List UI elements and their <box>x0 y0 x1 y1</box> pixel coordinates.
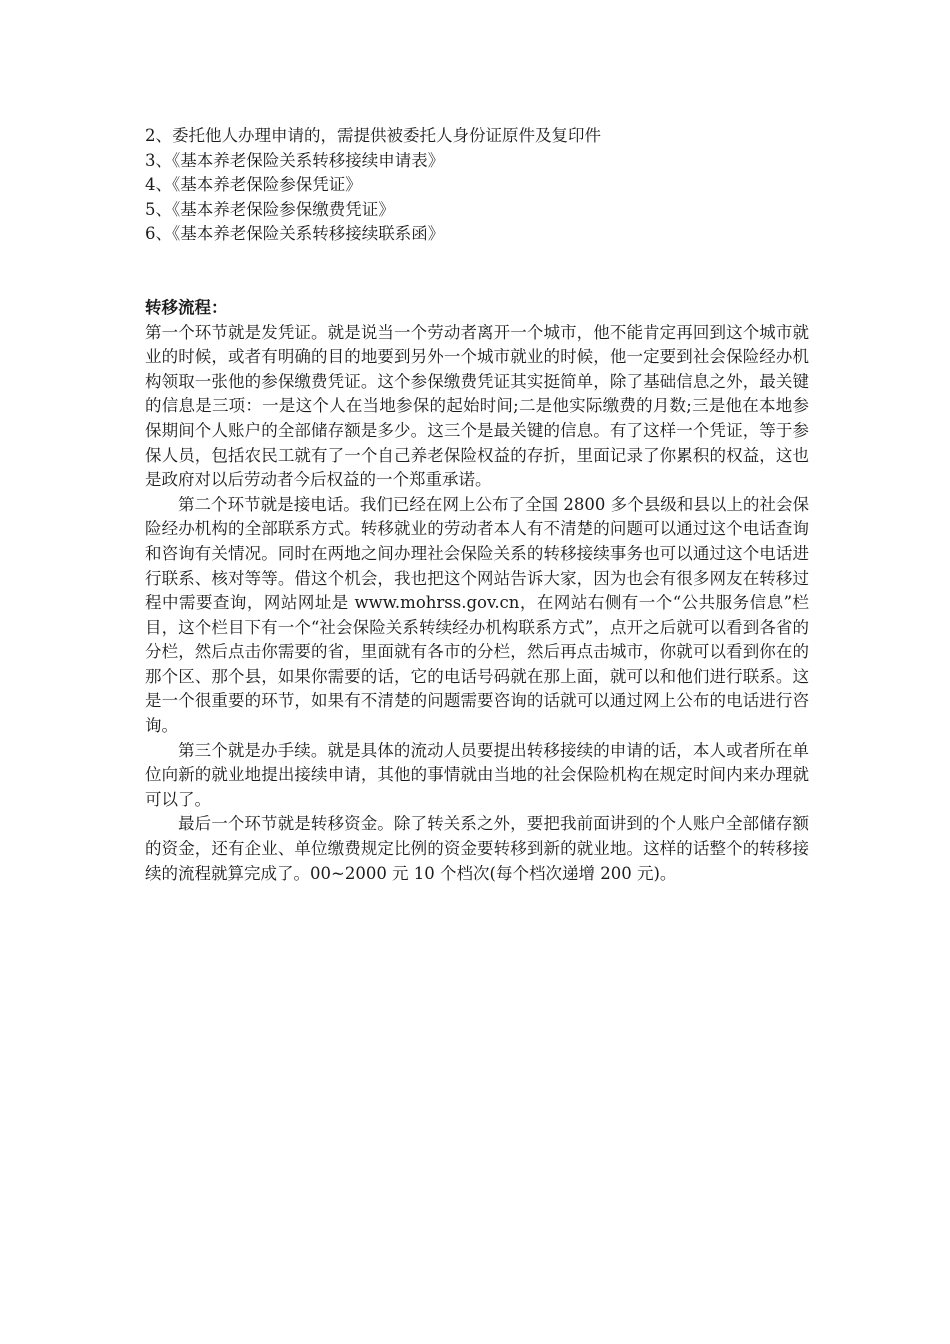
materials-list-item: 4、《基本养老保险参保凭证》 <box>145 175 362 195</box>
blank-space <box>145 247 809 296</box>
paragraph-fund-transfer: 最后一个环节就是转移资金。除了转关系之外，要把我前面讲到的个人账户全部储存额的资金，还有企业、单位缴费规定比例的资金要转移到新的就业地。这样的话整个的转移接续的流程就算完成了。00~2000 元 10 个档次(每个档次递增 200 元)。 <box>145 814 809 883</box>
section-heading: 转移流程： <box>145 297 228 317</box>
paragraph-issue-certificate: 第一个环节就是发凭证。就是说当一个劳动者离开一个城市，他不能肯定再回到这个城市就业的时候，或者有明确的目的地要到另外一个城市就业的时候，他一定要到社会保险经办机构领取一张他的参保缴费凭证。这个参保缴费凭证其实挺简单，除了基础信息之外，最关键的信息是三项：一是这个人在当地参保的起始时间;二是他实际缴费的月数;三是他在本地参保期间个人账户的全部储存额是多少。这三个是最关键的信息。有了这样一个凭证，等于参保人员，包括农民工就有了一个自己养老保险权益的存折，里面记录了你累积的权益，这也是政府对以后劳动者今后权益的一个郑重承诺。 <box>145 322 809 490</box>
paragraph-procedures: 第三个就是办手续。就是具体的流动人员要提出转移接续的申请的话，本人或者所在单位向新的就业地提出接续申请，其他的事情就由当地的社会保险机构在规定时间内来办理就可以了。 <box>145 740 809 809</box>
document-body <box>145 124 809 886</box>
materials-list-item: 3、《基本养老保险关系转移接续申请表》 <box>145 150 445 170</box>
materials-list-item: 6、《基本养老保险关系转移接续联系函》 <box>145 224 445 244</box>
materials-list-item: 5、《基本养老保险参保缴费凭证》 <box>145 199 395 219</box>
paragraph-phone-contact: 第二个环节就是接电话。我们已经在网上公布了全国 2800 多个县级和县以上的社会保险经办机构的全部联系方式。转移就业的劳动者本人有不清楚的问题可以通过这个电话查询和咨询有关情况。同时在两地之间办理社会保险关系的转移接续事务也可以通过这个电话进行联系、核对等等。借这个机会，我也把这个网站告诉大家，因为也会有很多网友在转移过程中需要查询，网站网址是 www.mohrss.gov.cn，在网站右侧有一个“公共服务信息”栏目，这个栏目下有一个“社会保险关系转续经办机构联系方式”，点开之后就可以看到各省的分栏，然后点击你需要的省，里面就有各市的分栏，然后再点击城市，你就可以看到你在的那个区、那个县，如果你需要的话，它的电话号码就在那上面，就可以和他们进行联系。这是一个很重要的环节，如果有不清楚的问题需要咨询的话就可以通过网上公布的电话进行咨询。 <box>145 494 809 736</box>
materials-list-item: 2、委托他人办理申请的，需提供被委托人身份证原件及复印件 <box>145 126 601 145</box>
